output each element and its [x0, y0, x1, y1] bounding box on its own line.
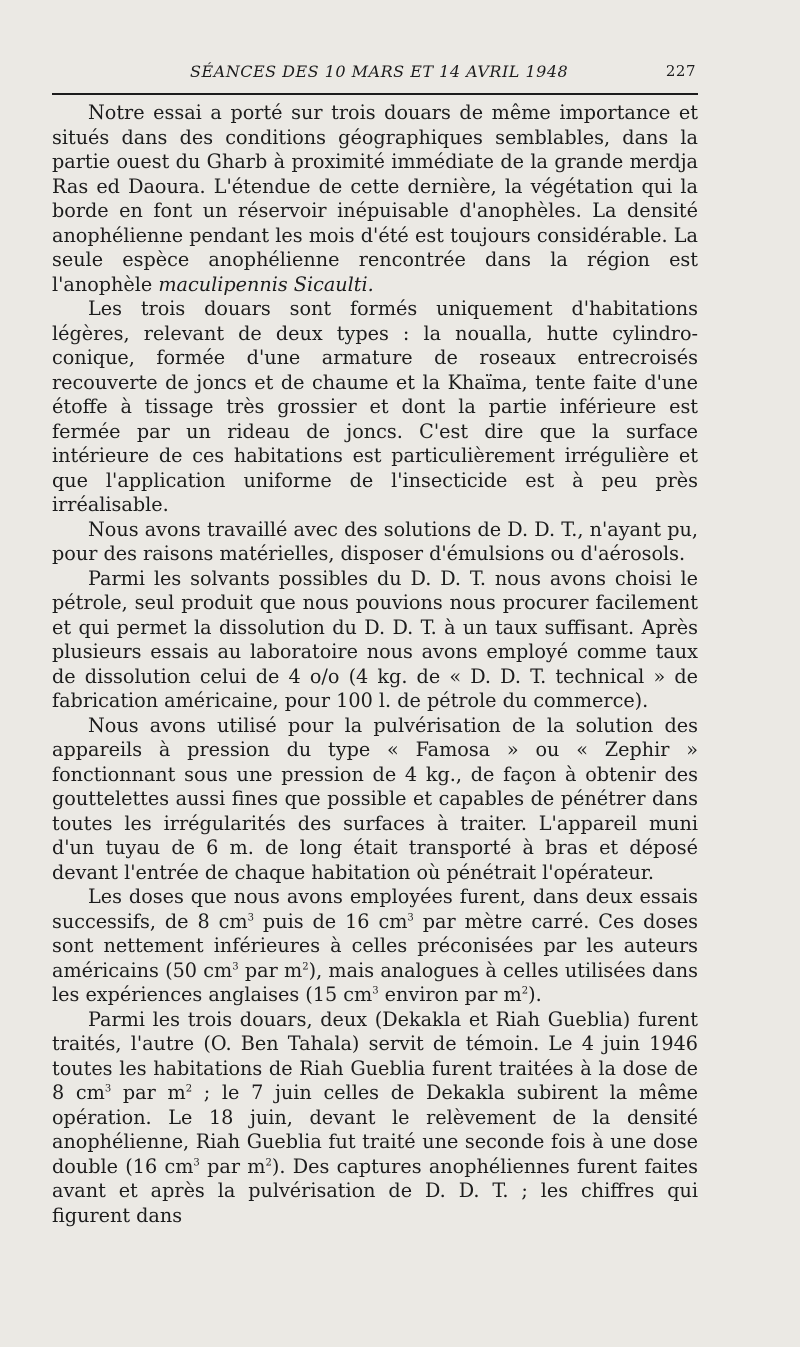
header-rule: [52, 93, 698, 95]
text-run: par m: [111, 1081, 186, 1104]
paragraph: [52, 101, 698, 297]
page-number: 227: [665, 62, 696, 80]
text-run: ), mais analogues à celles utilisées dans les expériences anglaises (15 cm: [52, 958, 698, 1006]
text-run: puis de 16 cm: [253, 909, 408, 933]
superscript: 2: [265, 1157, 272, 1169]
paragraph: Les trois douars sont formés uniquement d'habitations légères, relevant de deux types : la noualla, hutte cylindro-conique, formée d'une armature de roseaux entrecroisés recouverte de joncs et de chaume et la Khaïma, tente faite d'une étoffe à tissage très grossier et dont la partie inférieure est fermée par un rideau de joncs. C'est dire que la surface intérieure de ces habitations est particulièrement irrégulière et que l'application uniforme de l'insecticide est à peu près irréalisable.: [52, 297, 698, 516]
text-run: ).: [528, 983, 542, 1006]
superscript: 3: [372, 985, 379, 997]
text-run: par m: [238, 958, 303, 982]
superscript: 3: [232, 961, 239, 973]
superscript: 2: [302, 961, 309, 973]
paragraph: Parmi les solvants possibles du D. D. T. nous avons choisi le pétrole, seul produit que nous pouvions nous procurer facilement et qui permet la dissolution du D. D. T. à un taux suffisant. Après plusieurs essais au laboratoire nous avons employé comme taux de dissolution celui de 4 o/o (4 kg. de « D. D. T. technical » de fabrication américaine, pour 100 l. de pétrole du commerce).: [52, 566, 698, 712]
body-text: [52, 101, 698, 1228]
running-header: [54, 60, 700, 88]
species-name: maculipennis Sicaulti.: [158, 272, 374, 296]
text-run: ; le 7 juin celles de Dekakla subirent la même opération. Le 18 juin, devant le relèvement de la densité anophélienne, Riah Gueblia fut traité une seconde fois à une dose double (16 cm: [52, 1081, 699, 1178]
running-title: SÉANCES DES 10 MARS ET 14 AVRIL 1948: [190, 62, 569, 81]
text-run: par mètre carré. Ces doses sont nettement inférieures à celles préconisées par les auteurs américains (50 cm: [52, 909, 699, 982]
paragraph: [52, 1008, 698, 1229]
paragraph: [52, 885, 698, 1008]
superscript: 3: [193, 1157, 200, 1169]
text-run: ). Des captures anophéliennes furent faites avant et après la pulvérisation de D. D. T. ; les chiffres qui figurent dans: [52, 1154, 698, 1227]
superscript: 2: [185, 1083, 193, 1095]
text-run: Les doses que nous avons employées furent, dans deux essais successifs, de 8 cm: [52, 885, 698, 933]
text-run: Parmi les trois douars, deux (Dekakla et Riah Gueblia) furent traités, l'autre (O. Ben Tahala) servit de témoin. Le 4 juin 1946 toutes les habitations de Riah Gueblia furent traitées à la dose de 8 cm: [52, 1007, 698, 1104]
superscript: 3: [247, 912, 254, 924]
superscript: 3: [407, 912, 414, 924]
paragraph: Nous avons travaillé avec des solutions de D. D. T., n'ayant pu, pour des raisons matérielles, disposer d'émulsions ou d'aérosols.: [52, 517, 698, 565]
superscript: 3: [104, 1083, 112, 1095]
superscript: 2: [521, 985, 529, 997]
paragraph-text: Notre essai a porté sur trois douars de même importance et situés dans des conditions géographiques semblables, dans la partie ouest du Gharb à proximité immédiate de la grande merdja Ras ed Daoura. L'étendue de cette dernière, la végétation qui la borde en font un réservoir inépuisable d'anophèles. La densité anophélienne pendant les mois d'été est toujours considérable. La seule espèce anophélienne rencontrée dans la région est l'anophèle: [52, 101, 698, 296]
paragraph: Nous avons utilisé pour la pulvérisation de la solution des appareils à pression du type « Famosa » ou « Zephir » fonctionnant sous une pression de 4 kg., de façon à obtenir des gouttelettes aussi fines que possible et capables de pénétrer dans toutes les irrégularités des surfaces à traiter. L'appareil muni d'un tuyau de 6 m. de long était transporté à bras et déposé devant l'entrée de chaque habitation où pénétrait l'opérateur.: [52, 713, 698, 884]
text-run: environ par m: [378, 983, 522, 1006]
text-run: par m: [199, 1154, 266, 1178]
